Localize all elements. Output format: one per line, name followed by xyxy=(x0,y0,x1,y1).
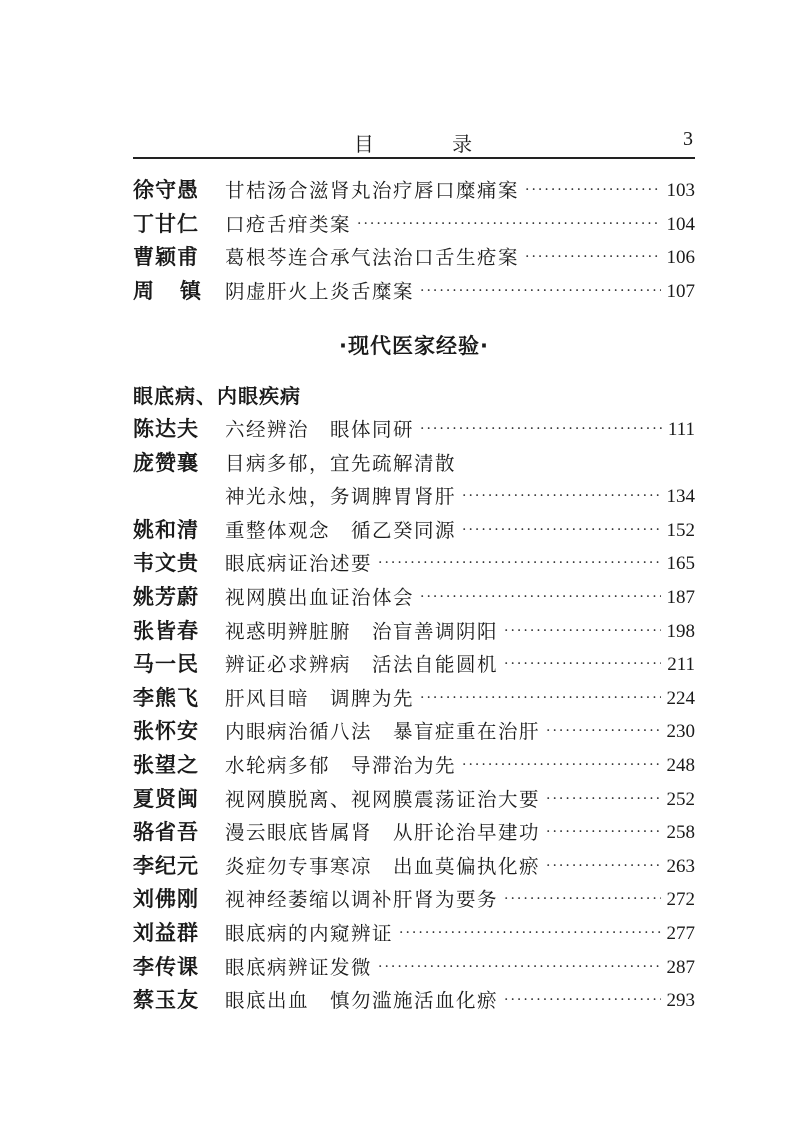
dot-leader xyxy=(546,715,660,749)
toc-entry[interactable] xyxy=(133,241,695,275)
toc-page: 111 xyxy=(667,419,695,440)
toc-entry[interactable] xyxy=(133,174,695,208)
toc-author: 李纪元 xyxy=(133,853,199,878)
toc-entry[interactable] xyxy=(133,883,695,917)
running-header xyxy=(133,126,693,158)
toc-entry[interactable] xyxy=(133,514,695,548)
dot-leader xyxy=(546,850,660,884)
dot-leader xyxy=(504,648,661,682)
toc-author: 马一民 xyxy=(133,652,199,677)
toc-author: 庞赞襄 xyxy=(133,450,199,475)
toc-page: 224 xyxy=(666,687,695,709)
toc-entry[interactable] xyxy=(133,984,695,1018)
toc-page: 277 xyxy=(666,922,695,944)
toc-page: 106 xyxy=(666,247,695,269)
header-title: 目 录 xyxy=(353,132,509,156)
toc-entry[interactable] xyxy=(133,749,695,783)
dot-leader xyxy=(462,480,660,514)
dot-leader xyxy=(525,174,660,208)
toc-author: 骆省吾 xyxy=(133,820,199,845)
toc-page: 187 xyxy=(666,586,695,608)
toc-entry[interactable] xyxy=(133,682,695,716)
toc-author: 韦文贵 xyxy=(133,551,199,576)
toc-title: 视网膜出血证治体会 xyxy=(225,585,415,609)
toc-page: 252 xyxy=(666,788,695,810)
dot-leader xyxy=(378,951,660,985)
toc-title: 甘桔汤合滋肾丸治疗唇口糜痛案 xyxy=(225,179,520,202)
toc-page: 134 xyxy=(666,486,695,508)
toc-page: 230 xyxy=(666,721,695,743)
dot-leader xyxy=(462,749,660,783)
toc-entry[interactable] xyxy=(133,715,695,749)
dot-leader xyxy=(525,241,660,275)
toc-author: 刘佛刚 xyxy=(133,887,199,912)
toc-title: 眼底病的内窥辨证 xyxy=(225,921,394,945)
toc-title: 阴虚肝火上炎舌糜案 xyxy=(225,279,415,303)
dot-leader xyxy=(378,547,660,581)
toc-page: 165 xyxy=(666,553,695,575)
toc-entry[interactable] xyxy=(133,816,695,850)
toc-page: 103 xyxy=(666,180,695,201)
toc-author: 徐守愚 xyxy=(133,178,199,202)
toc-page: 258 xyxy=(666,822,695,844)
toc-page: 211 xyxy=(667,654,695,676)
toc-author: 曹颖甫 xyxy=(133,245,199,270)
toc-title: 肝风目暗 调脾为先 xyxy=(225,686,415,710)
toc-title: 视神经萎缩以调补肝肾为要务 xyxy=(225,888,499,912)
toc-author-part: 周 xyxy=(133,278,154,303)
toc-author: 李传课 xyxy=(133,954,199,979)
toc-entry[interactable] xyxy=(133,917,695,951)
toc-entry[interactable] xyxy=(133,208,695,242)
toc-title: 眼底出血 慎勿滥施活血化瘀 xyxy=(225,989,499,1013)
toc-page: 248 xyxy=(666,754,695,776)
toc-title: 眼底病证治述要 xyxy=(225,552,373,576)
dot-leader xyxy=(420,275,660,309)
toc-title: 目病多郁，宜先疏解清散 xyxy=(225,451,457,475)
dot-leader xyxy=(357,208,660,242)
toc-page: 287 xyxy=(666,956,695,978)
toc-entry[interactable] xyxy=(133,480,695,514)
toc-title: 视网膜脱离、视网膜震荡证治大要 xyxy=(225,787,541,811)
toc-page: 272 xyxy=(666,889,695,911)
toc-title: 神光永烛，务调脾胃肾肝 xyxy=(225,485,457,509)
subsection-heading: 眼底病、内眼疾病 xyxy=(133,384,301,408)
toc-title: 葛根芩连合承气法治口舌生疮案 xyxy=(225,246,520,270)
dot-leader xyxy=(462,514,660,548)
toc-main-list xyxy=(133,413,695,1018)
toc-entry[interactable] xyxy=(133,648,695,682)
toc-entry[interactable] xyxy=(133,581,695,615)
toc-author: 蔡玉友 xyxy=(133,988,199,1013)
toc-author: 夏贤闽 xyxy=(133,786,199,811)
toc-author-part: 镇 xyxy=(180,278,201,303)
toc-top-list xyxy=(133,174,695,308)
toc-author: 张望之 xyxy=(133,752,199,777)
toc-page: 198 xyxy=(666,620,695,642)
toc-author: 刘益群 xyxy=(133,920,199,945)
toc-title: 口疮舌疳类案 xyxy=(225,212,352,236)
header-rule xyxy=(133,157,695,159)
toc-author xyxy=(133,275,201,309)
dot-leader xyxy=(399,917,660,951)
toc-author: 姚和清 xyxy=(133,517,199,542)
toc-title: 漫云眼底皆属肾 从肝论治早建功 xyxy=(225,821,541,845)
toc-page: 263 xyxy=(666,855,695,877)
toc-page: 104 xyxy=(666,213,695,235)
toc-title: 炎症勿专事寒凉 出血莫偏执化瘀 xyxy=(225,854,541,878)
toc-title: 内眼病治循八法 暴盲症重在治肝 xyxy=(225,720,541,744)
dot-leader xyxy=(546,783,660,817)
toc-title: 辨证必求辨病 活法自能圆机 xyxy=(225,653,499,677)
toc-title: 眼底病辨证发微 xyxy=(225,955,373,979)
toc-author: 张皆春 xyxy=(133,618,199,643)
toc-entry[interactable] xyxy=(133,615,695,649)
dot-leader xyxy=(504,615,660,649)
toc-entry[interactable] xyxy=(133,413,695,447)
toc-page: 152 xyxy=(666,519,695,541)
toc-entry[interactable] xyxy=(133,547,695,581)
dot-leader xyxy=(504,883,660,917)
toc-title: 六经辨治 眼体同研 xyxy=(225,418,415,441)
toc-author: 张怀安 xyxy=(133,719,199,744)
toc-title: 重整体观念 循乙癸同源 xyxy=(225,518,457,542)
toc-entry[interactable] xyxy=(133,951,695,985)
toc-title: 视惑明辨脏腑 治盲善调阴阳 xyxy=(225,619,499,643)
toc-author: 姚芳蔚 xyxy=(133,584,199,609)
toc-entry[interactable] xyxy=(133,447,695,481)
page-number: 3 xyxy=(683,128,693,150)
dot-leader xyxy=(420,413,662,447)
toc-title: 水轮病多郁 导滞治为先 xyxy=(225,753,457,777)
toc-entry[interactable] xyxy=(133,850,695,884)
toc-page: 107 xyxy=(666,280,695,302)
toc-author: 李熊飞 xyxy=(133,685,199,710)
dot-leader xyxy=(504,984,660,1018)
toc-author: 丁甘仁 xyxy=(133,211,199,236)
dot-leader xyxy=(420,682,660,716)
toc-entry[interactable] xyxy=(133,783,695,817)
dot-leader xyxy=(420,581,660,615)
toc-author: 陈达夫 xyxy=(133,417,199,441)
section-heading: ·现代医家经验· xyxy=(339,334,489,358)
dot-leader xyxy=(546,816,660,850)
toc-page: 293 xyxy=(666,990,695,1012)
toc-entry[interactable] xyxy=(133,275,695,309)
